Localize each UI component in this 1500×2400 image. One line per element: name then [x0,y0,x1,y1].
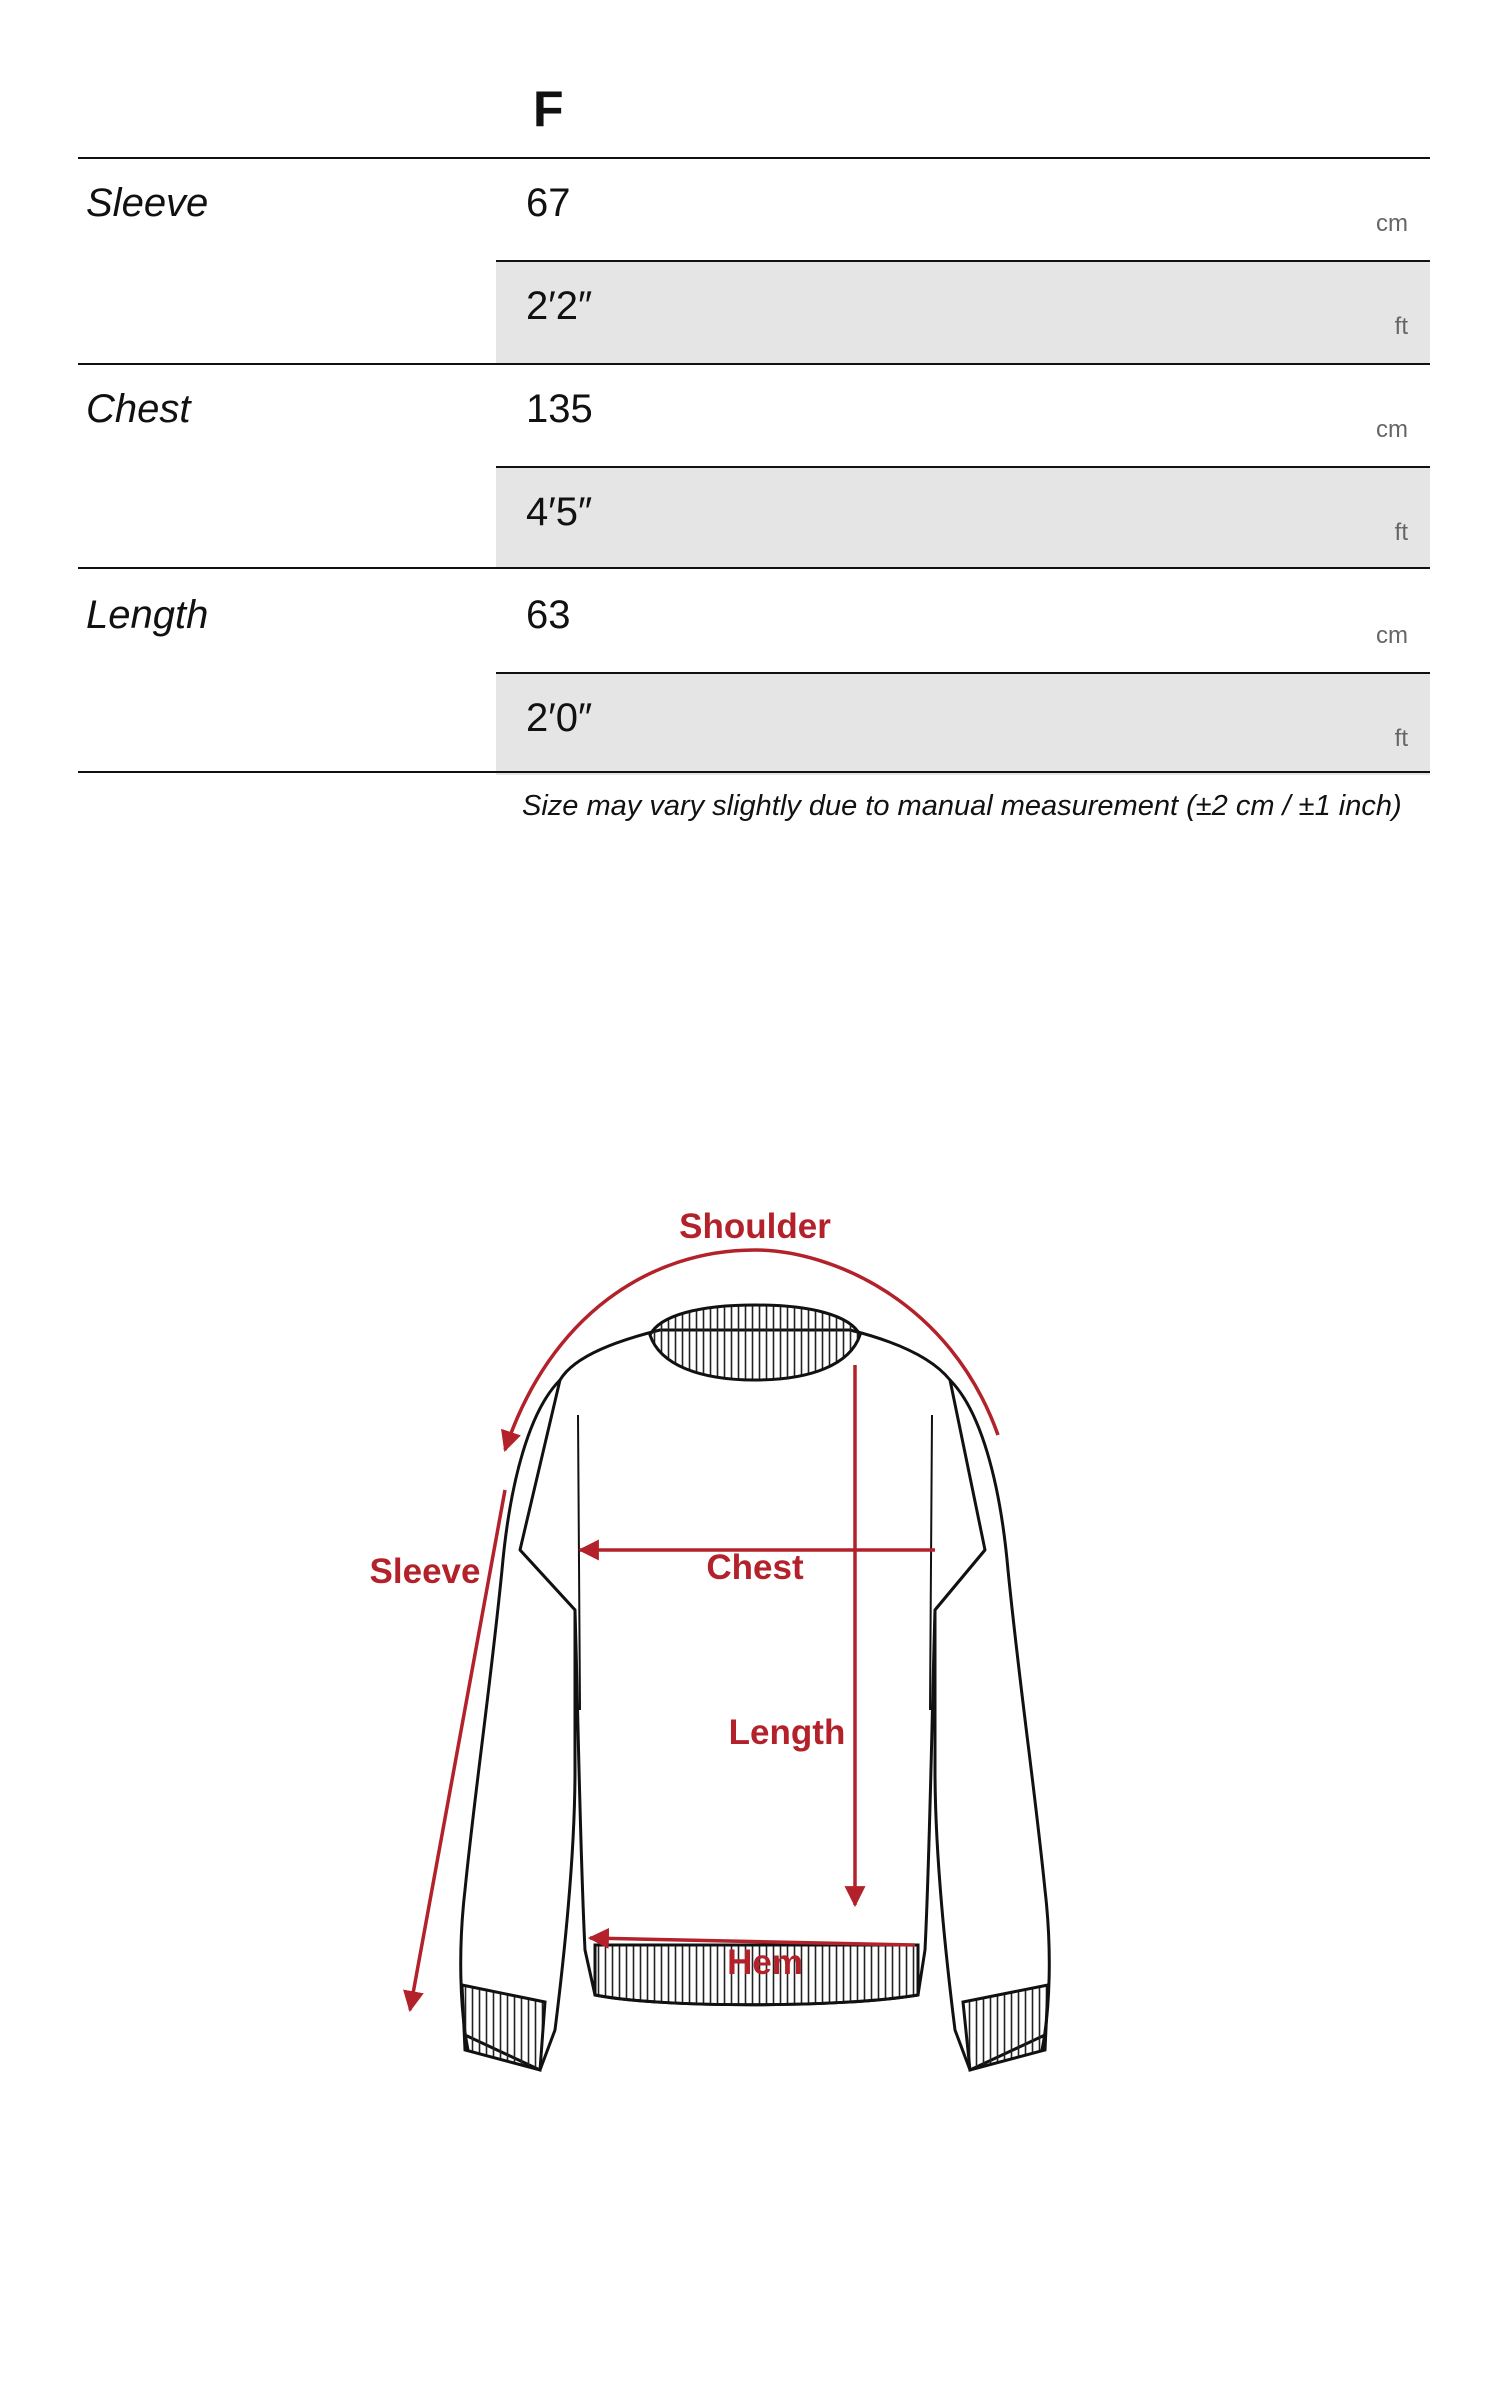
ft-cell [496,674,1430,775]
size-header: F [533,81,564,137]
cm-cell [496,159,1430,260]
ft-value: 2′0″ [526,696,593,740]
cm-cell [496,571,1430,672]
cm-value: 135 [526,387,593,431]
table-row-length [78,571,1430,775]
ft-cell [496,468,1430,569]
sweater-diagram [0,1150,1500,2150]
cm-value: 67 [526,181,571,225]
cm-value: 63 [526,593,571,637]
length-label: Length [728,1713,846,1752]
unit-ft: ft [1394,725,1408,752]
ft-value: 4′5″ [526,490,593,534]
row-label: Sleeve [86,181,209,225]
table-row-sleeve [78,159,1430,363]
measurement-note: Size may vary slightly due to manual measurement (±2 cm / ±1 inch) [522,790,1402,822]
row-divider [78,567,1430,569]
chest-label: Chest [706,1548,804,1587]
unit-cm: cm [1376,622,1408,649]
sleeve-label: Sleeve [369,1552,481,1591]
unit-cm: cm [1376,416,1408,443]
unit-ft: ft [1394,519,1408,546]
hem-label: Hem [727,1943,803,1982]
ft-cell [496,262,1430,363]
unit-ft: ft [1394,313,1408,340]
shoulder-label: Shoulder [679,1207,831,1246]
sweater-illustration [0,1150,1500,2150]
row-label: Length [86,593,209,637]
table-row-chest [78,365,1430,569]
table-bottom-rule [78,771,1430,773]
row-label: Chest [86,387,191,431]
unit-cm: cm [1376,210,1408,237]
cm-cell [496,365,1430,466]
ft-value: 2′2″ [526,284,593,328]
size-table [78,157,1430,769]
